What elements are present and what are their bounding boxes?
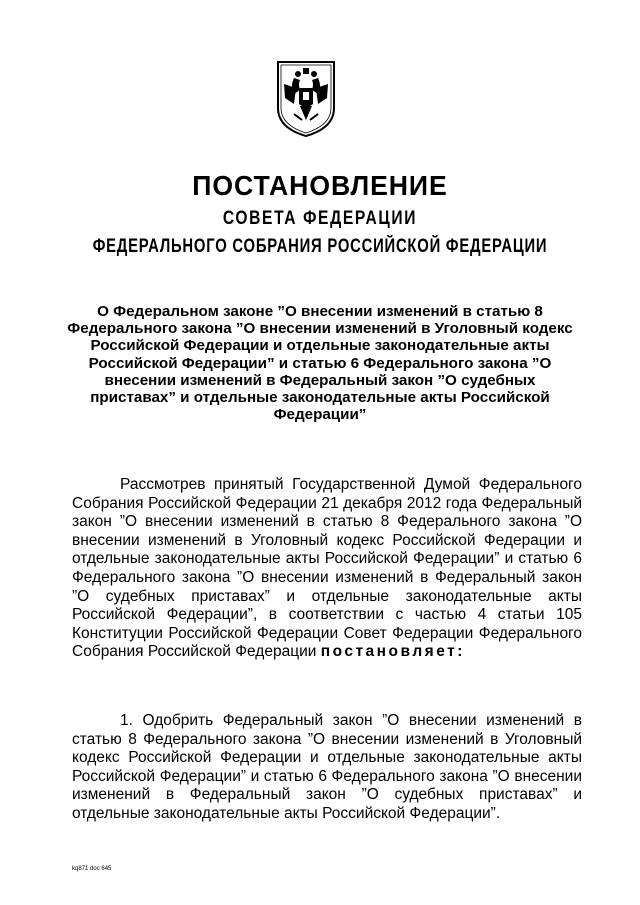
- document-type-title: ПОСТАНОВЛЕНИЕ: [192, 170, 448, 201]
- coat-of-arms-icon: [272, 58, 340, 138]
- issuer-title: СОВЕТА ФЕДЕРАЦИИ: [222, 208, 418, 229]
- resolution-item-1: 1. Одобрить Федеральный закон ”О внесении изменений в статью 8 Федерального закона ”О внесении изменений в Уголовный кодекс Российской Федерации и отдельные законодательные акты Российской Федерации” и статью 6 Федерального закона ”О внесении изменений в Федеральный закон ”О судебных приставах” и отдельные законодательные акты Российской Федерации”.: [72, 712, 582, 822]
- preamble-paragraph: [72, 476, 582, 662]
- resolves-keyword: постановляет:: [320, 643, 465, 661]
- document-subject: О Федеральном законе ”О внесении изменений в статью 8 Федерального закона ”О внесении изменений в Уголовный кодекс Российской Федерации и отдельные законодательные акты Российской Федерации” и статью 6 Федерального закона ”О внесении изменений в Федеральный закон ”О судебных приставах” и отдельные законодательные акты Российской Федерации”: [67, 303, 573, 424]
- issuer-subtitle: ФЕДЕРАЛЬНОГО СОБРАНИЯ РОССИЙСКОЙ ФЕДЕРАЦИИ: [92, 236, 548, 257]
- document-code: kq871 doc 645: [72, 866, 112, 872]
- preamble-text: Рассмотрев принятый Государственной Думой Федерального Собрания Российской Федерации 21 декабря 2012 года Федеральный закон ”О внесении изменений в статью 8 Федерального закона ”О внесении изменений в Уголовный кодекс Российской Федерации и отдельные законодательные акты Российской Федерации” и статью 6 Федерального закона ”О внесении изменений в Федеральный закон ”О судебных приставах” и отдельные законодательные акты Российской Федерации”, в соответствии с частью 4 статьи 105 Конституции Российской Федерации Совет Федерации Федерального Собрания Российской Федерации: [72, 476, 582, 661]
